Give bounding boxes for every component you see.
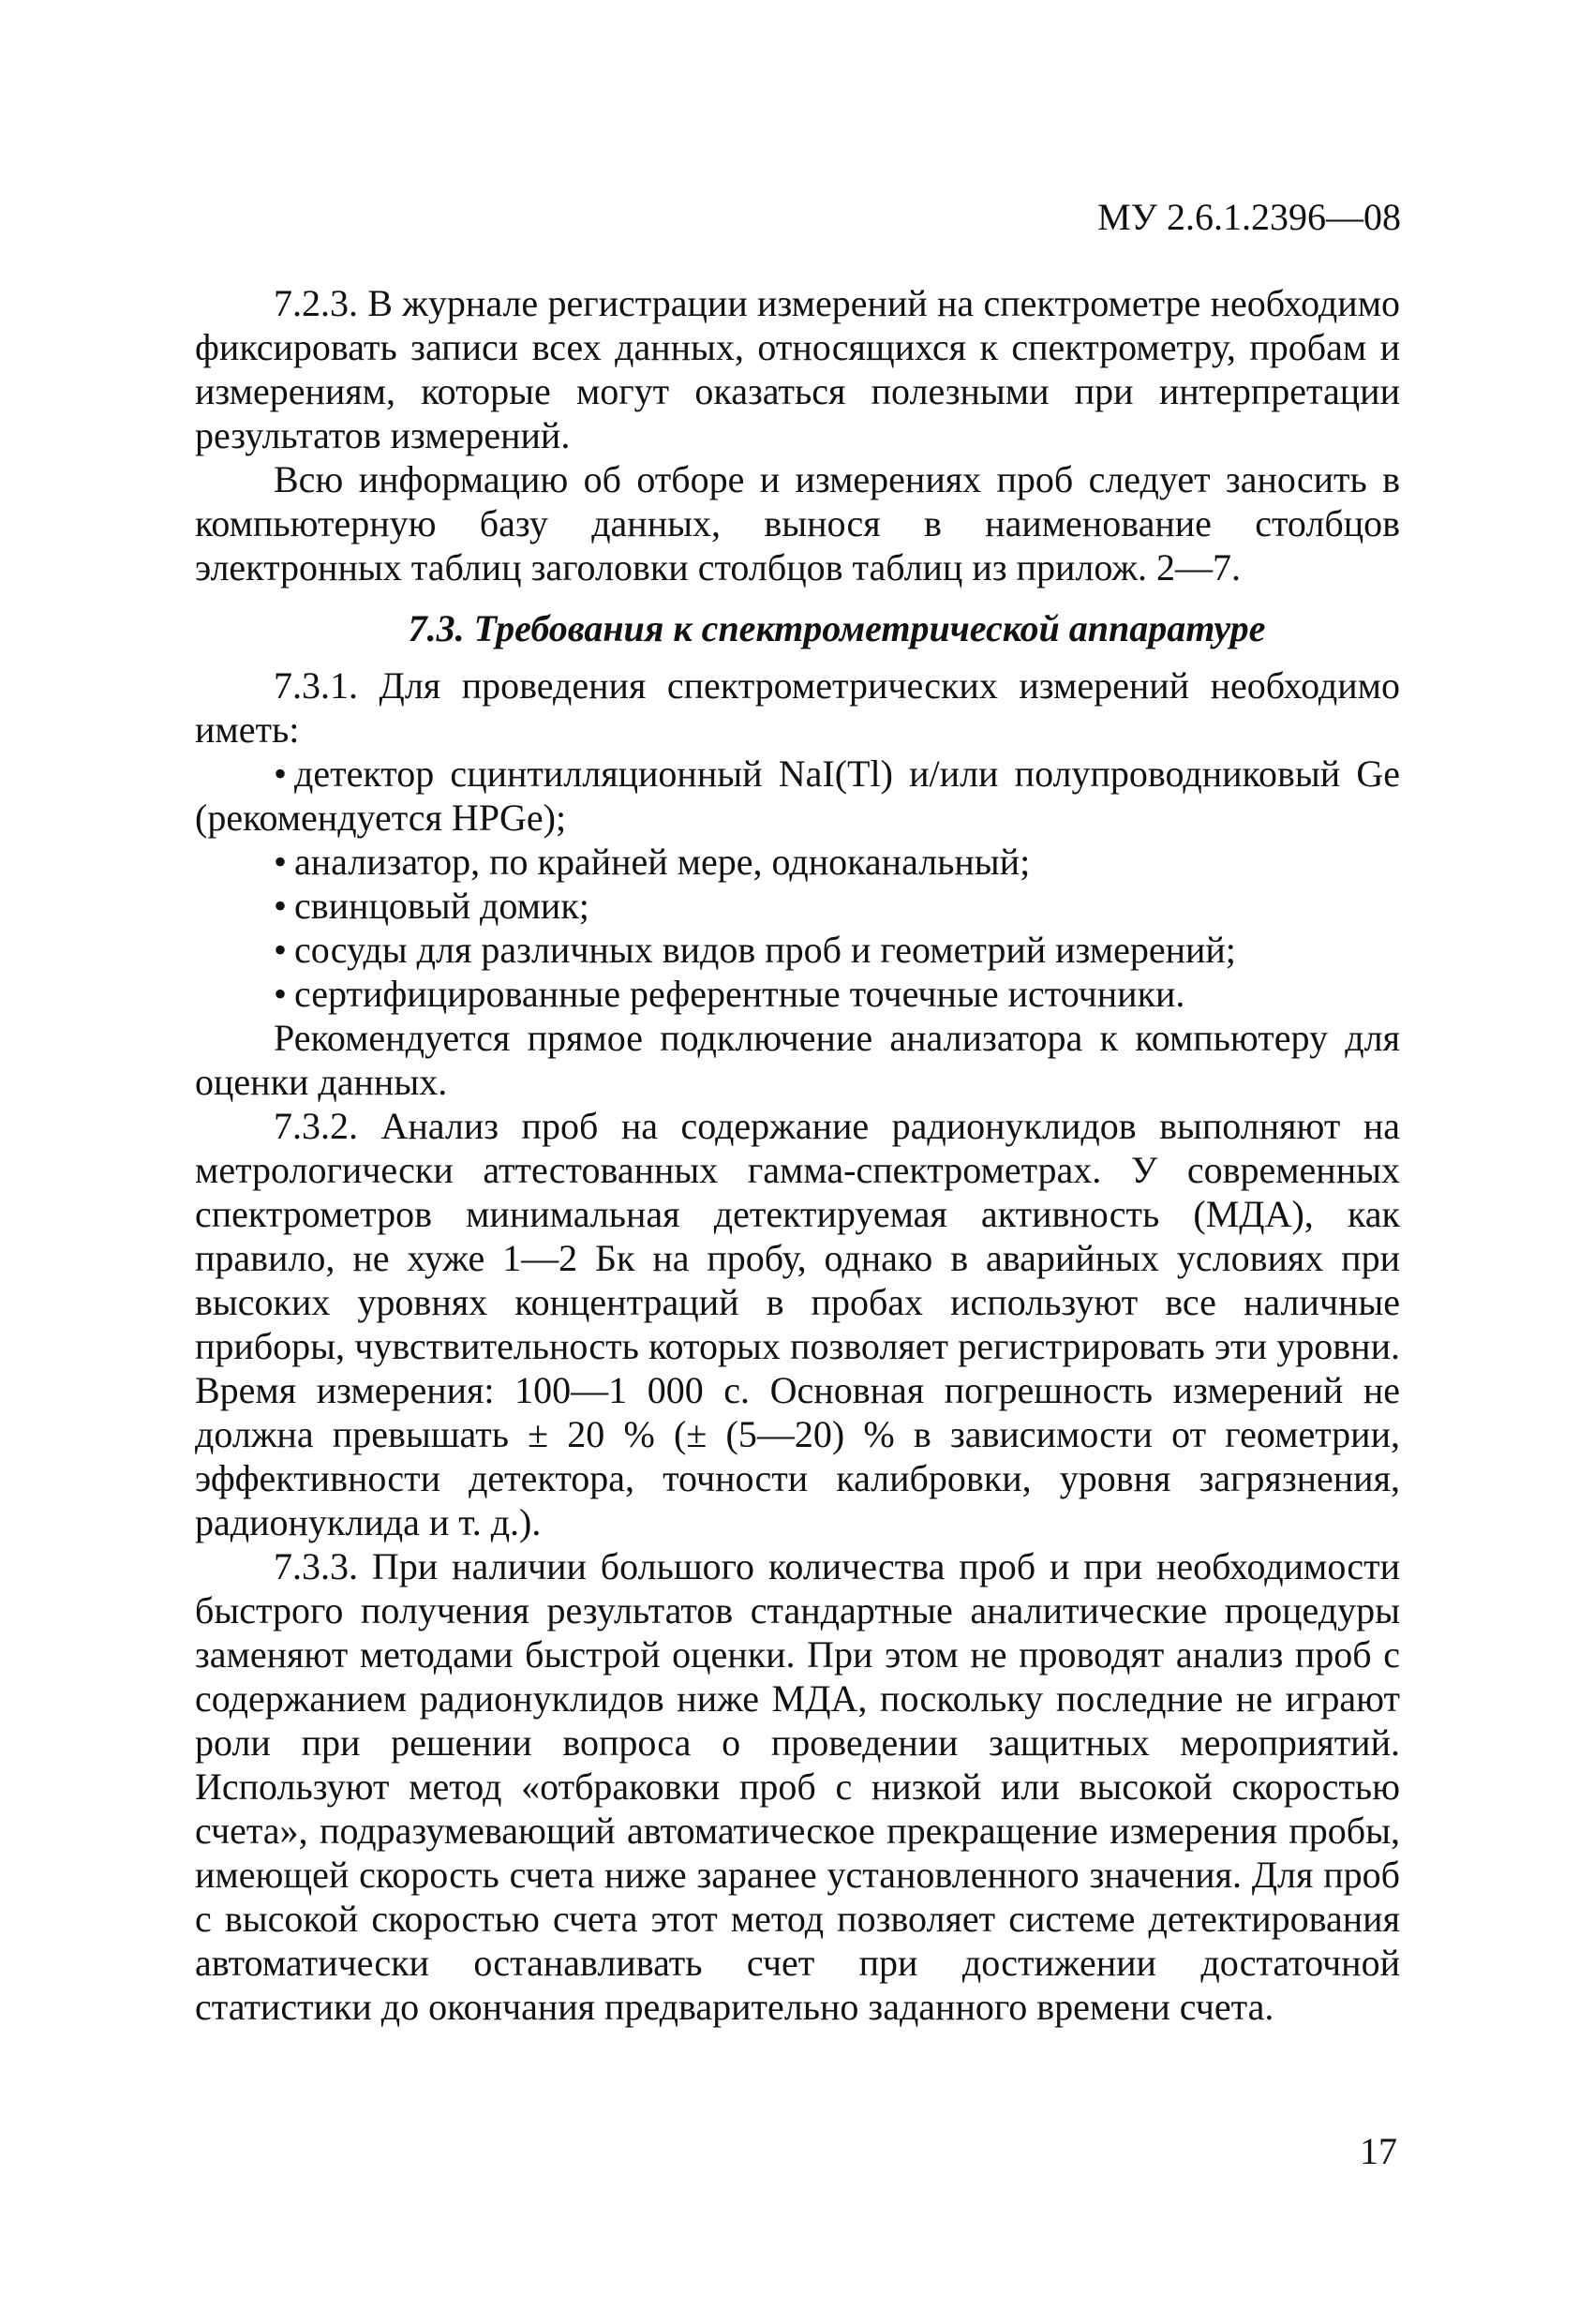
bullet-icon: • <box>274 929 288 971</box>
list-item-text: детектор сцинтилляционный NaI(Tl) и/или полупроводниковый Ge (рекомендуется HPGe); <box>195 752 1400 839</box>
list-item-text: сертифицированные референтные точечные источники. <box>294 973 1185 1015</box>
bullet-icon: • <box>274 841 288 883</box>
bullet-icon: • <box>274 752 288 795</box>
list-item <box>195 840 1400 884</box>
bullet-icon: • <box>274 885 288 927</box>
list-item-text: свинцовый домик; <box>294 885 589 927</box>
section-title-7-3: 7.3. Требования к спектрометрической аппаратуре <box>408 607 1266 649</box>
paragraph-recommendation: Рекомендуется прямое подключение анализатора к компьютеру для оценки данных. <box>195 1017 1400 1103</box>
equipment-list <box>195 752 1400 1016</box>
bullet-icon: • <box>274 973 288 1015</box>
paragraph-7-2-3: 7.2.3. В журнале регистрации измерений на спектрометре необходимо фиксировать записи всех данных, относящихся к спектрометру, пробам и измерениям, которые могут оказаться полезными при интерпретации результатов измерений. <box>195 282 1400 456</box>
list-item-text: сосуды для различных видов проб и геометрий измерений; <box>294 929 1236 971</box>
document-code-header: МУ 2.6.1.2396—08 <box>1097 196 1401 238</box>
list-item <box>195 884 1400 928</box>
list-item <box>195 928 1400 972</box>
list-item-text: анализатор, по крайней мере, одноканальный; <box>294 841 1031 883</box>
paragraph-7-3-1: 7.3.1. Для проведения спектрометрических измерений необходимо иметь: <box>195 664 1400 751</box>
document-body <box>195 281 1400 2029</box>
page-number: 17 <box>1360 2130 1397 2172</box>
paragraph-7-3-2: 7.3.2. Анализ проб на содержание радионуклидов выполняют на метрологически аттестованных гамма-спектрометрах. У современных спектрометров минимальная детектируемая активность (МДА), как правило, не хуже 1—2 Бк на пробу, однако в аварийных условиях при высоких уровнях концентраций в пробах используют все наличные приборы, чувствительность которых позволяет регистрировать эти уровни. Время измерения: 100—1 000 с. Основная погрешность измерений не должна превышать ± 20 % (± (5—20) % в зависимости от геометрии, эффективности детектора, точности калибровки, уровня загрязнения, радионуклида и т. д.). <box>195 1105 1400 1543</box>
list-item <box>195 972 1400 1016</box>
paragraph-database: Всю информацию об отборе и измерениях проб следует заносить в компьютерную базу данных, вынося в наименование столбцов электронных таблиц заголовки столбцов таблиц из прилож. 2—7. <box>195 458 1400 588</box>
paragraph-7-3-3: 7.3.3. При наличии большого количества проб и при необходимости быстрого получения результатов стандартные аналитические процедуры заменяют методами быстрой оценки. При этом не проводят анализ проб с содержанием радионуклидов ниже МДА, поскольку последние не играют роли при решении вопроса о проведении защитных мероприятий. Используют метод «отбраковки проб с низкой или высокой скоростью счета», подразумевающий автоматическое прекращение измерения пробы, имеющей скорость счета ниже заранее установленного значения. Для проб с высокой скоростью счета этот метод позволяет системе детектирования автоматически останавливать счет при достижении достаточной статистики до окончания предварительно заданного времени счета. <box>195 1545 1400 2028</box>
list-item <box>195 752 1400 840</box>
